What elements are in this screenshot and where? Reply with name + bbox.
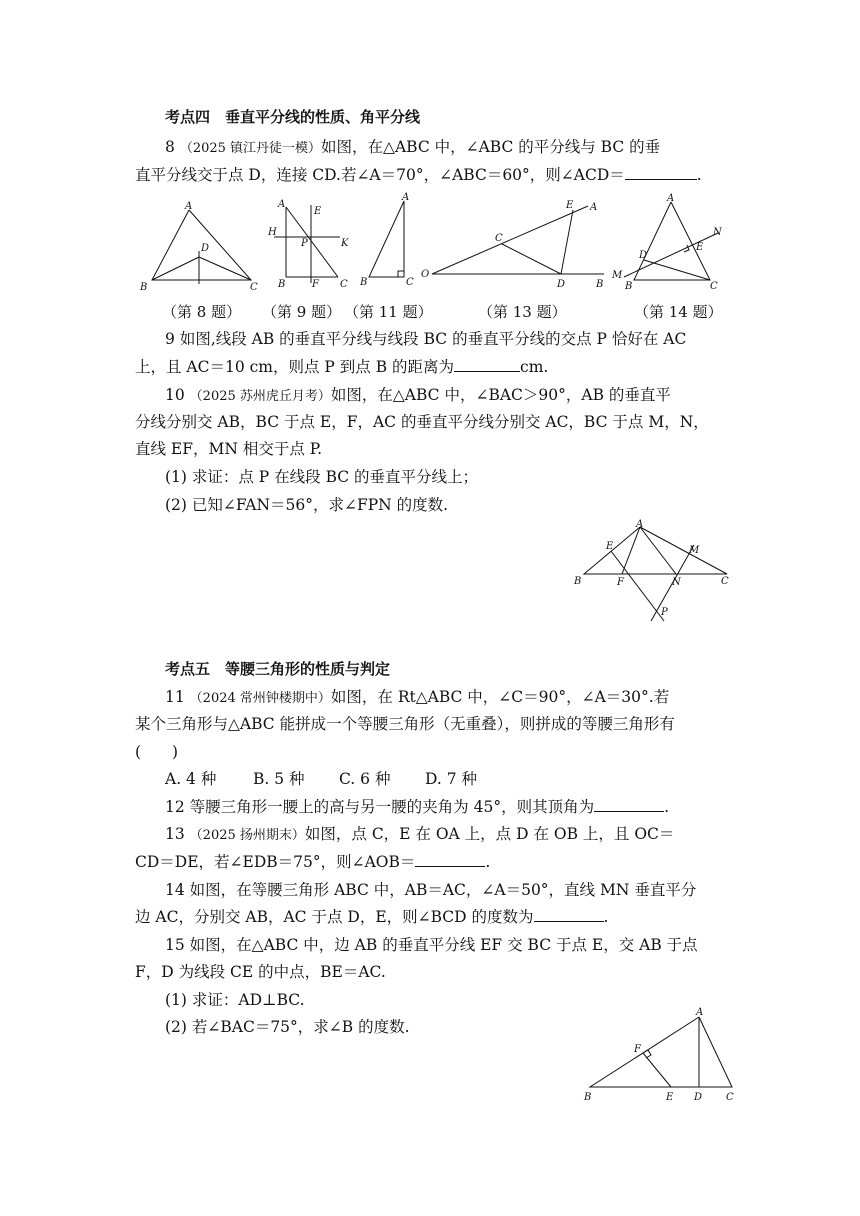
q10-line3: 直线 EF，MN 相交于点 P.: [135, 440, 322, 458]
q13-text1: 如图，点 C，E 在 OA 上，点 D 在 OB 上，且 OC＝: [304, 825, 675, 843]
fig15-label-b: B: [584, 1092, 592, 1103]
fig14-label-c: C: [710, 281, 718, 292]
q13-text2: CD＝DE，若∠EDB＝75°，则∠AOB＝: [135, 853, 416, 871]
q14-end: .: [603, 908, 609, 926]
q11-line2: 某个三角形与△ABC 能拼成一个等腰三角形（无重叠），则拼成的等腰三角形有: [135, 715, 675, 733]
q9-line2: [135, 356, 548, 378]
q14-text1: 如图，在等腰三角形 ABC 中，AB＝AC，∠A＝50°，直线 MN 垂直平分: [189, 881, 697, 899]
q14-line1: [165, 879, 696, 901]
fig11-label-c: C: [406, 277, 414, 288]
q11-option-b[interactable]: B. 5 种: [253, 770, 305, 788]
fig8-label-b: B: [140, 282, 148, 293]
q11-number: 11: [165, 688, 185, 706]
fig11-label-b: B: [360, 277, 368, 288]
q12-end: .: [664, 798, 670, 816]
fig15-label-f: F: [634, 1044, 641, 1055]
q14-answer-blank[interactable]: [534, 907, 604, 922]
fig14-label-e: E: [696, 242, 704, 253]
fig15-label-e: E: [666, 1092, 674, 1103]
q13-number: 13: [165, 825, 185, 843]
q11-line1: [165, 686, 669, 710]
q13-line1: [165, 823, 674, 847]
q15-text1: 如图，在△ABC 中，边 AB 的垂直平分线 EF 交 BC 于点 E，交 AB 于点: [189, 936, 698, 954]
fig14-segment-cd: [644, 260, 710, 280]
fig9-label-e: E: [314, 206, 322, 217]
fig10-label-b: B: [574, 576, 582, 587]
q13-answer-blank[interactable]: [415, 852, 485, 867]
fig9-label-c: C: [340, 279, 348, 290]
fig13-ray-oa: [432, 206, 588, 274]
fig9-label-h: H: [268, 227, 277, 238]
fig13-segment-cd: [502, 244, 561, 274]
figure-11: [360, 188, 420, 293]
q15-number: 15: [165, 936, 185, 954]
figure-13: [418, 196, 613, 291]
q11-option-d[interactable]: D. 7 种: [425, 770, 478, 788]
q15-line1: [165, 934, 698, 956]
q9-answer-blank[interactable]: [454, 357, 520, 372]
fig14-label-m: M: [612, 270, 623, 281]
figure-15: [578, 1003, 743, 1108]
fig15-label-d: D: [694, 1092, 703, 1103]
q15-part1: (1) 求证：AD⊥BC.: [165, 991, 305, 1009]
q8-number: 8: [165, 138, 175, 156]
fig8-segment-dc: [199, 257, 251, 280]
fig10-label-m: M: [689, 545, 700, 556]
q11-line3: ( ): [135, 743, 179, 761]
q14-line2: [135, 906, 608, 928]
fig11-triangle: [369, 201, 404, 277]
q9-text1: 如图,线段 AB 的垂直平分线与线段 BC 的垂直平分线的交点 P 恰好在 AC: [179, 330, 687, 348]
q11-options: [165, 768, 477, 790]
fig9-label-k: K: [341, 238, 349, 249]
q8-end: .: [696, 166, 702, 184]
fig10-label-a: A: [636, 519, 644, 530]
caption-fig14: （第 14 题）: [634, 303, 723, 321]
q14-text2: 边 AC，分别交 AB，AC 于点 D，E，则∠BCD 的度数为: [135, 908, 534, 926]
fig9-segment-ac: [286, 207, 338, 277]
fig14-label-a: A: [667, 193, 675, 204]
fig13-label-c: C: [495, 233, 503, 244]
caption-fig11: （第 11 题）: [344, 303, 433, 321]
fig10-label-n: N: [672, 577, 681, 588]
q10-part2: (2) 已知∠FAN＝56°，求∠FPN 的度数.: [165, 496, 449, 514]
q11-text1: 如图，在 Rt△ABC 中，∠C＝90°，∠A＝30°.若: [330, 688, 670, 706]
q12-line1: [165, 796, 669, 818]
fig10-label-c: C: [721, 576, 729, 587]
q11-option-c[interactable]: C. 6 种: [339, 770, 391, 788]
fig15-segment-fe: [643, 1053, 671, 1087]
fig13-label-a: A: [590, 202, 598, 213]
q8-answer-blank[interactable]: [625, 165, 697, 180]
q10-line1: [165, 384, 671, 408]
fig15-label-c: C: [726, 1092, 734, 1103]
fig9-label-p: P: [301, 238, 308, 249]
q8-line2: [135, 164, 702, 186]
fig8-label-a: A: [185, 201, 193, 212]
caption-fig13: （第 13 题）: [478, 303, 567, 321]
fig9-label-b: B: [278, 279, 286, 290]
fig10-label-f: F: [617, 577, 624, 588]
fig9-label-f: F: [312, 279, 319, 290]
q13-source: （2025 扬州期末）: [189, 828, 305, 843]
fig15-label-a: A: [696, 1007, 704, 1018]
caption-fig9: （第 9 题）: [262, 303, 342, 321]
q11-source: （2024 常州钟楼期中）: [189, 691, 331, 706]
q10-part1: (1) 求证：点 P 在线段 BC 的垂直平分线上；: [165, 468, 479, 486]
q15-line2: F，D 为线段 CE 的中点，BE＝AC.: [135, 963, 386, 981]
q13-line2: [135, 851, 490, 873]
fig13-label-b: B: [596, 279, 604, 290]
fig10-segment-an: [640, 527, 676, 574]
fig8-label-c: C: [250, 282, 258, 293]
q15-part2: (2) 若∠BAC＝75°，求∠B 的度数.: [165, 1018, 410, 1036]
q9-line1: [165, 328, 686, 350]
q10-text1: 如图，在△ABC 中，∠BAC＞90°，AB 的垂直平: [330, 386, 671, 404]
figure-9: [266, 195, 356, 295]
caption-fig8: （第 8 题）: [162, 303, 242, 321]
section4-heading: 考点四 垂直平分线的性质、角平分线: [165, 108, 421, 126]
fig10-label-p: P: [661, 607, 668, 618]
fig8-label-d: D: [201, 243, 210, 254]
fig10-label-e: E: [606, 541, 614, 552]
fig13-label-e: E: [566, 200, 574, 211]
fig14-label-d: D: [639, 250, 648, 261]
q8-text1: 如图，在△ABC 中，∠ABC 的平分线与 BC 的垂: [321, 138, 661, 156]
fig15-triangle-abc: [590, 1017, 732, 1087]
q12-answer-blank[interactable]: [594, 797, 664, 812]
fig14-label-n: N: [713, 227, 722, 238]
q9-unit: cm.: [520, 358, 549, 376]
q8-text2: 直平分线交于点 D，连接 CD.若∠A＝70°，∠ABC＝60°，则∠ACD＝: [135, 166, 625, 184]
q8-source: （2025 镇江丹徒一模）: [179, 141, 322, 156]
q12-text1: 等腰三角形一腰上的高与另一腰的夹角为 45°，则其顶角为: [189, 798, 595, 816]
q9-text2: 上，且 AC＝10 cm，则点 P 到点 B 的距离为: [135, 358, 455, 376]
fig14-label-b: B: [625, 281, 633, 292]
q12-number: 12: [165, 798, 185, 816]
section5-heading: 考点五 等腰三角形的性质与判定: [165, 660, 391, 678]
fig13-segment-de: [561, 210, 573, 274]
q10-number: 10: [165, 386, 185, 404]
figure-10: [572, 515, 742, 625]
q8-line1: [165, 136, 660, 160]
q14-number: 14: [165, 881, 185, 899]
fig9-label-a: A: [278, 199, 286, 210]
figure-14: [612, 190, 727, 295]
q9-number: 9: [165, 330, 175, 348]
q10-line2: 分线分别交 AB，BC 于点 E，F，AC 的垂直平分线分别交 AC，BC 于点 M，N，: [135, 413, 709, 431]
fig13-label-d: D: [557, 279, 566, 290]
fig8-bisector-bd: [152, 257, 199, 280]
q10-source: （2025 苏州虎丘月考）: [189, 389, 331, 404]
q11-option-a[interactable]: A. 4 种: [165, 770, 217, 788]
figure-8: [140, 198, 260, 298]
fig13-label-o: O: [421, 269, 430, 280]
fig11-right-angle-mark: [398, 271, 404, 277]
fig11-label-a: A: [402, 192, 410, 203]
q13-end: .: [485, 853, 491, 871]
